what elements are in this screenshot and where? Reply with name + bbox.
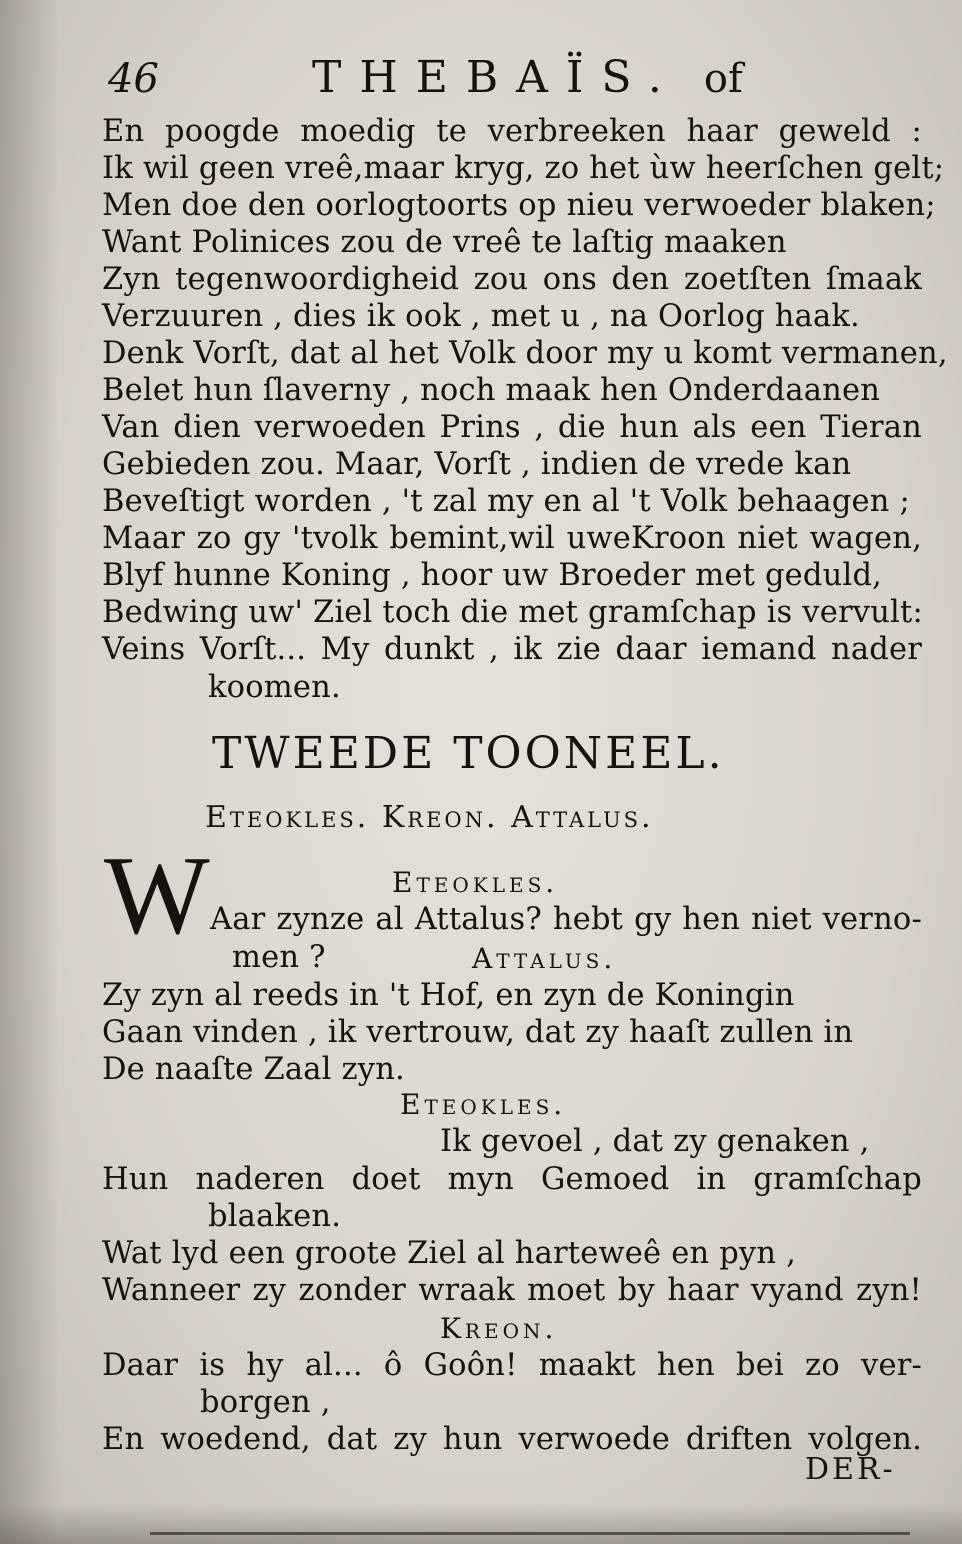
- catchword: DER-: [805, 1452, 896, 1487]
- verse-line: Wanneer zy zonder wraak moet by haar vyand zyn!: [102, 1273, 922, 1308]
- personae-list: Eteokles. Kreon. Attalus.: [205, 800, 654, 835]
- page-header: [0, 50, 962, 110]
- dramatis-personae: [205, 800, 825, 835]
- verse-line: Gaan vinden , ik vertrouw, dat zy haaſt zullen in: [102, 1015, 854, 1050]
- verse-line: Aar zynze al Attalus? hebt gy hen niet verno-: [210, 902, 922, 937]
- speaker-label: Kreon.: [440, 1312, 558, 1345]
- verse-line-continuation: borgen ,: [200, 1385, 331, 1420]
- verse-line: Zy zyn al reeds in 't Hof, en zyn de Koningin: [102, 978, 795, 1013]
- verse-line: Denk Vorſt, dat al het Volk door my u komt vermanen,: [102, 336, 948, 371]
- verse-line: Ik gevoel , dat zy genaken ,: [440, 1124, 870, 1159]
- gutter-shadow: [0, 0, 60, 1544]
- verse-line: Belet hun ſlaverny , noch maak hen Onderdaanen: [102, 373, 881, 408]
- verse-line: Hun naderen doet myn Gemoed in gramſchap: [102, 1162, 922, 1197]
- verse-line: Ik wil geen vreê,maar kryg, zo het ùw heerſchen gelt;: [102, 151, 945, 186]
- verse-line: Maar zo gy 'tvolk bemint,wil uweKroon niet wagen,: [102, 521, 922, 556]
- verse-line: Men doe den oorlogtoorts op nieu verwoeder blaken;: [102, 188, 936, 223]
- page-number: 46: [108, 56, 159, 102]
- verse-line: Daar is hy al... ô Goôn! maakt hen bei zo ver-: [102, 1348, 922, 1383]
- verse-line-continuation: blaaken.: [208, 1199, 342, 1234]
- verse-line-continuation: koomen.: [208, 670, 341, 705]
- verse-line: Bedwing uw' Ziel toch die met gramſchap is vervult:: [102, 595, 923, 630]
- verse-line: Verzuuren , dies ik ook , met u , na Oorlog haak.: [102, 299, 860, 334]
- verse-line: Zyn tegenwoordigheid zou ons den zoetſten ſmaak: [102, 262, 922, 297]
- speaker-label: Eteokles.: [392, 866, 559, 899]
- scene-title: TWEEDE TOONEEL.: [212, 728, 725, 779]
- running-title-main: THEBAÏS.: [312, 52, 680, 103]
- verse-line: Want Polinices zou de vreê te laſtig maaken: [102, 225, 787, 260]
- verse-line: Beveſtigt worden , 't zal my en al 't Volk behaagen ;: [102, 484, 911, 519]
- running-title-suffix: of: [703, 56, 743, 102]
- verse-line: En woedend, dat zy hun verwoede driften volgen.: [102, 1422, 922, 1457]
- speaker-label: Eteokles.: [400, 1088, 567, 1121]
- bottom-rule: [150, 1532, 910, 1535]
- speaker-label: Attalus.: [472, 942, 617, 975]
- verse-line: De naaſte Zaal zyn.: [102, 1052, 405, 1087]
- bottom-shadow: [0, 1504, 962, 1544]
- verse-line: Wat lyd een groote Ziel al harteweê en pyn ,: [102, 1236, 796, 1271]
- verse-line: Gebieden zou. Maar, Vorſt , indien de vrede kan: [102, 447, 852, 482]
- drop-cap: W: [104, 834, 210, 958]
- verse-line: Van dien verwoeden Prins , die hun als een Tieran: [102, 410, 922, 445]
- running-title: [312, 52, 743, 103]
- verse-line: Veins Vorſt... My dunkt , ik zie daar iemand nader: [102, 632, 922, 667]
- verse-line-continuation: men ?: [232, 940, 326, 975]
- verse-line: En poogde moedig te verbreeken haar geweld :: [102, 114, 922, 149]
- verse-line: Blyf hunne Koning , hoor uw Broeder met geduld,: [102, 558, 883, 593]
